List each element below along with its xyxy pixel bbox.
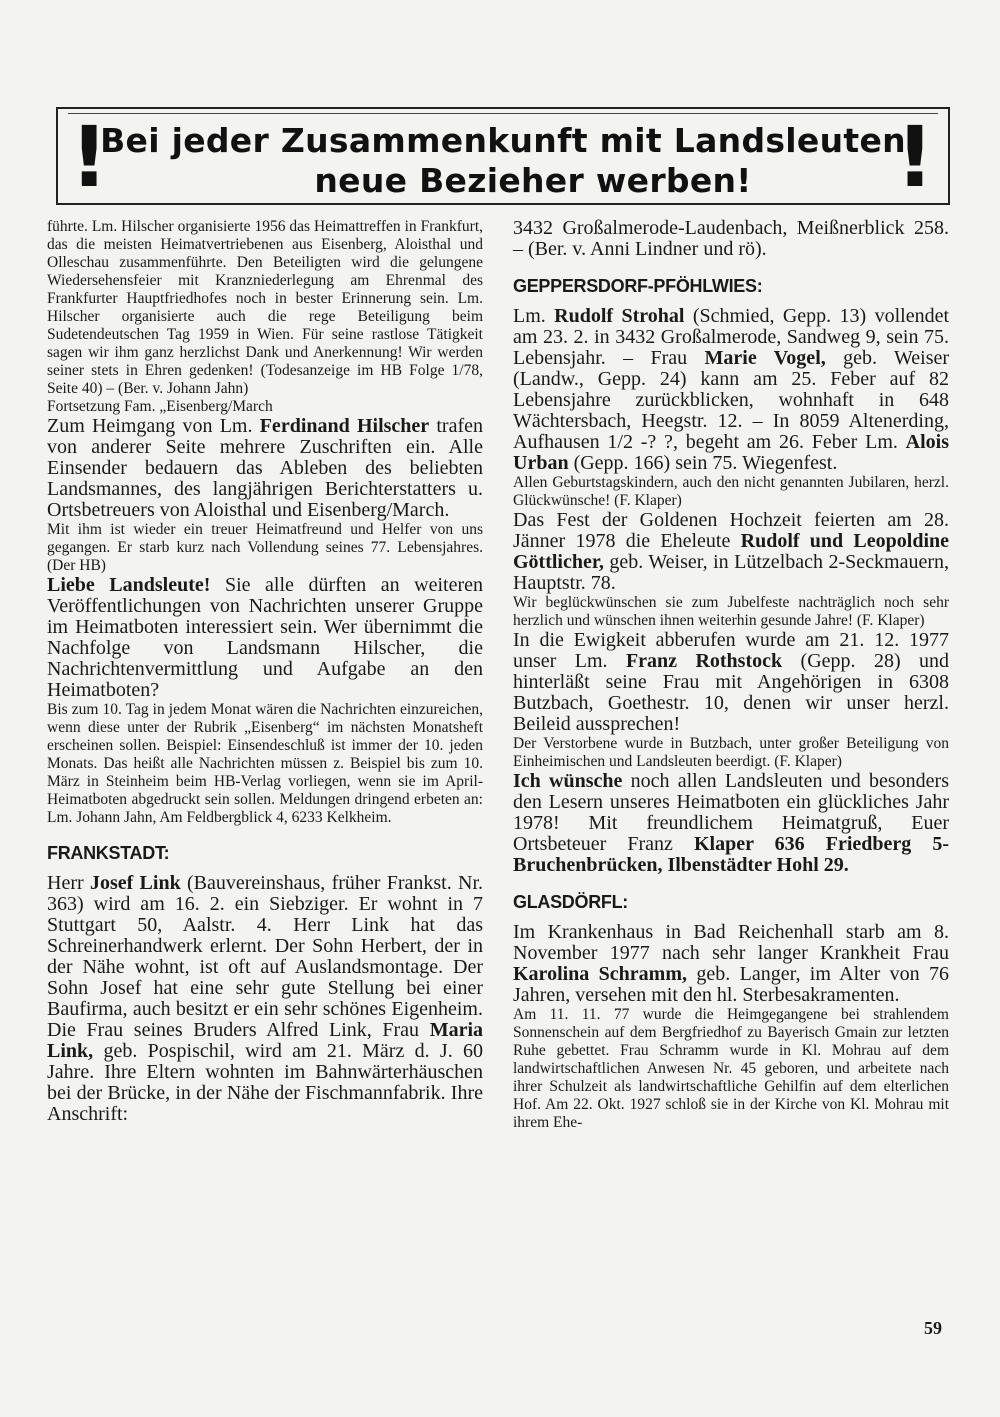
address-continuation-paragraph: 3432 Großalmerode-Laudenbach, Meißnerblick 258. – (Ber. v. Anni Lindner und rö). (513, 217, 949, 260)
section-heading-frankstadt: FRANKSTADT: (47, 843, 170, 863)
hilscher-obituary-paragraph: führte. Lm. Hilscher organisierte 1956 das Heimattreffen in Frankfurt, das die meisten Heimatvertriebenen aus Eisenberg, Aloisthal und Olleschau zusammenführte. Den Beteiligten wird die gelungene Wiedersehensfeier mit Kranzniederlegung am Ehrenmal des Frankfurter Hauptfriedhofes noch in bester Erinnerung sein. Lm. Hilscher organisierte auch die rege Beteiligung beim Sudetendeutschen Tag 1959 in Wien. Für seine rastlose Tätigkeit sagen wir ihm ganz herzlichst Dank und Anerkennung! Wir werden seiner stets in Ehren gedenken! (Todesanzeige im HB Folge 1/78, Seite 40) – (Ber. v. Johann Jahn) (47, 218, 483, 397)
section-heading-glasdoerfl: GLASDÖRFL: (513, 892, 628, 912)
golden-wedding-paragraph: Das Fest der Goldenen Hochzeit feierten am 28. Jänner 1978 die Eheleute Rudolf und Leopoldine Göttlicher, geb. Weiser, in Lützelbach 2-Seckmauern, Hauptstr. 78. (513, 509, 950, 594)
page-number: 59 (924, 1318, 942, 1338)
right-column (513, 218, 949, 1132)
wedding-greetings-paragraph: Wir beglückwünschen sie zum Jubelfeste nachträglich noch sehr herzlich und wünschen ihnen weiterhin gesunde Jahre! (F. Klaper) (513, 594, 949, 629)
announcement-banner (56, 107, 950, 205)
new-year-wishes-paragraph: Ich wünsche noch allen Landsleuten und besonders den Lesern unseres Heimatboten ein glückliches Jahr 1978! Mit freundlichem Heimatgruß, Euer Ortsbeteuer Franz Klaper 636 Friedberg 5-Bruchenbrücken, Ilbenstädter Hohl 29. (513, 770, 950, 876)
birthdays-paragraph: Lm. Rudolf Strohal (Schmied, Gepp. 13) vollendet am 23. 2. in 3432 Großalmerode, Sandweg 9, sein 75. Lebensjahr. – Frau Marie Vogel, geb. Weiser (Landw., Gepp. 24) kann am 25. Feber auf 82 Lebensjahre zurückblicken, wohnhaft in 648 Wächtersbach, Heegstr. 12. – In 8059 Altenerding, Aufhausen 1/2 -? ?, begeht am 26. Feber Lm. Alois Urban (Gepp. 166) sein 75. Wiegenfest. (513, 305, 950, 474)
funeral-paragraph: Der Verstorbene wurde in Butzbach, unter großer Beteiligung von Einheimischen und Landsleuten beerdigt. (F. Klaper) (513, 735, 949, 770)
hilscher-heimgang-paragraph: Zum Heimgang von Lm. Ferdinand Hilscher trafen von anderer Seite mehrere Zuschriften ein. Alle Einsender bedauern das Ableben des beliebten Landsmannes, des langjährigen Berichterstatters u. Ortsbetreuers von Aloisthal und Eisenberg/March. (47, 415, 484, 521)
successor-appeal-paragraph: Liebe Landsleute! Sie alle dürften an weiteren Veröffentlichungen von Nachrichten unserer Gruppe im Heimatboten interessiert sein. Wer übernimmt die Nachfolge von Landsmann Hilscher, die Nachrichtenvermittlung und Aufgabe an den Heimatboten? (47, 574, 483, 701)
hilscher-farewell-paragraph: Mit ihm ist wieder ein treuer Heimatfreund und Helfer von uns gegangen. Er starb kurz nach Vollendung seines 77. Lebensjahres. (Der HB) (47, 521, 483, 574)
banner-top-rule (68, 113, 938, 114)
schramm-obituary-paragraph: Im Krankenhaus in Bad Reichenhall starb am 8. November 1977 nach sehr langer Krankheit Frau Karolina Schramm, geb. Langer, im Alter von 76 Jahren, versehen mit den hl. Sterbesakramenten. (513, 921, 950, 1006)
rothstock-obituary-paragraph: In die Ewigkeit abberufen wurde am 21. 12. 1977 unser Lm. Franz Rothstock (Gepp. 28) und hinterläßt seine Frau mit Angehörigen in 6308 Butzbach, Goethestr. 10, denen wir unser herzl. Beileid aussprechen! (513, 629, 950, 735)
frankstadt-paragraph: Herr Josef Link (Bauvereinshaus, früher Frankst. Nr. 363) wird am 16. 2. ein Siebziger. Er wohnt in 7 Stuttgart 50, Aalstr. 4. Herr Link hat das Schreinerhandwerk erlernt. Der Sohn Herbert, der in der Nähe wohnt, ist oft auf Auslandsmontage. Der Sohn Josef hat eine sehr gute Stellung bei einer Baufirma, auch besitzt er ein sehr schönes Eigenheim. Die Frau seines Bruders Alfred Link, Frau Maria Link, geb. Pospischil, wird am 21. März d. J. 60 Jahre. Ihre Eltern wohnten im Bahnwärterhäuschen bei der Brücke, in der Nähe der Fischmannfabrik. Ihre Anschrift: (47, 872, 484, 1125)
submission-deadline-paragraph: Bis zum 10. Tag in jedem Monat wären die Nachrichten einzureichen, wenn diese unter der Rubrik „Eisenberg“ im nächsten Monatsheft erscheinen sollen. Beispiel: Einsendeschluß ist immer der 10. jeden Monats. Das heißt alle Nachrichten müssen z. Beispiel bis zum 10. März in Steinheim beim HB-Verlag vorliegen, wenn sie im April-Heimatboten abgedruckt sein sollen. Meldungen dringend erbeten an: Lm. Johann Jahn, Am Feldbergblick 4, 6233 Kelkheim. (47, 701, 483, 826)
banner-line-2: neue Bezieher werben! (314, 161, 752, 200)
exclamation-left-icon: ! (70, 108, 109, 206)
banner-line-1: Bei jeder Zusammenkunft mit Landsleuten (100, 121, 906, 160)
section-heading-geppersdorf: GEPPERSDORF-PFÖHLWIES: (513, 276, 763, 296)
continuation-note: Fortsetzung Fam. „Eisenberg/March (47, 398, 273, 415)
left-column (47, 218, 483, 1125)
schramm-biography-paragraph: Am 11. 11. 77 wurde die Heimgegangene bei strahlendem Sonnenschein auf dem Bergfriedhof zu Bayerisch Gmain zur letzten Ruhe gebettet. Frau Schramm wurde in Kl. Mohrau auf dem landwirtschaftlichen Anwesen Nr. 45 geboren, und arbeitete nach ihrer Schulzeit als landwirtschaftliche Gehilfin auf dem elterlichen Hof. Am 22. Okt. 1927 schloß sie in der Kirche von Kl. Mohrau mit ihrem Ehe- (513, 1006, 949, 1131)
exclamation-right-icon: ! (895, 108, 934, 206)
birthday-greetings-paragraph: Allen Geburtstagskindern, auch den nicht genannten Jubilaren, herzl. Glückwünsche! (F. Klaper) (513, 474, 949, 509)
